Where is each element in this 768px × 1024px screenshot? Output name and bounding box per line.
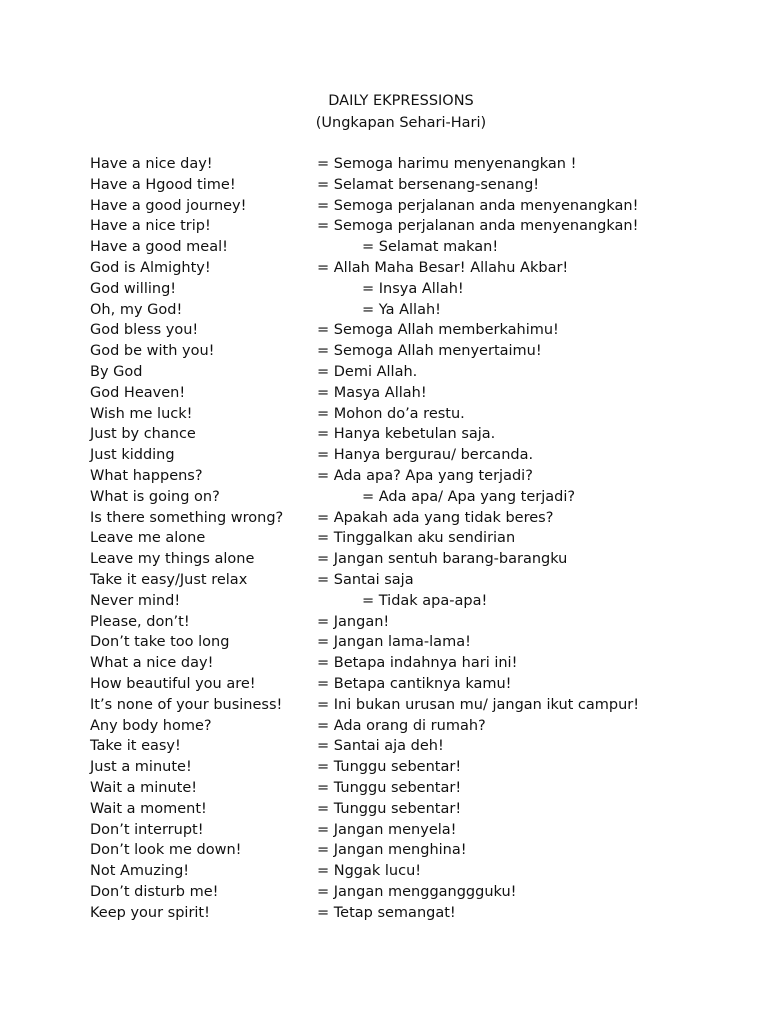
indonesian-translation: = Insya Allah!: [362, 280, 464, 297]
english-expression: Not Amuzing!: [90, 863, 190, 880]
english-expression: Take it easy!: [90, 738, 181, 755]
expression-row: [90, 237, 750, 258]
expression-row: [90, 632, 750, 653]
indonesian-translation: = Jangan menghina!: [317, 842, 467, 859]
indonesian-translation: = Semoga Allah memberkahimu!: [317, 322, 559, 339]
expression-row: [90, 716, 750, 737]
expression-row: [90, 799, 750, 820]
expression-row: [90, 736, 750, 757]
indonesian-translation: = Demi Allah.: [317, 363, 418, 380]
english-expression: Just by chance: [90, 426, 196, 443]
english-expression: How beautiful you are!: [90, 675, 256, 692]
expression-row: [90, 903, 750, 924]
english-expression: Just kidding: [90, 447, 175, 464]
english-expression: God is Almighty!: [90, 259, 211, 276]
expression-row: [90, 466, 750, 487]
expression-row: [90, 840, 750, 861]
expression-row: [90, 487, 750, 508]
indonesian-translation: = Tetap semangat!: [317, 904, 456, 921]
indonesian-translation: = Tunggu sebentar!: [317, 779, 462, 796]
expression-row: [90, 695, 750, 716]
indonesian-translation: = Selamat bersenang-senang!: [317, 176, 540, 193]
indonesian-translation: = Ini bukan urusan mu/ jangan ikut campur!: [317, 696, 640, 713]
expression-row: [90, 300, 750, 321]
indonesian-translation: = Jangan mengganggguku!: [317, 883, 517, 900]
indonesian-translation: = Santai aja deh!: [317, 738, 444, 755]
english-expression: Wait a minute!: [90, 779, 198, 796]
indonesian-translation: = Selamat makan!: [362, 239, 499, 256]
expression-row: [90, 424, 750, 445]
indonesian-translation: = Semoga perjalanan anda menyenangkan!: [317, 197, 639, 214]
expression-row: [90, 674, 750, 695]
english-expression: Wait a moment!: [90, 800, 207, 817]
english-expression: Any body home?: [90, 717, 212, 734]
indonesian-translation: = Ada apa/ Apa yang terjadi?: [362, 488, 576, 505]
english-expression: What a nice day!: [90, 655, 214, 672]
indonesian-translation: = Masya Allah!: [317, 384, 427, 401]
expression-row: [90, 591, 750, 612]
english-expression: Take it easy/Just relax: [90, 571, 248, 588]
english-expression: What is going on?: [90, 488, 220, 505]
english-expression: God Heaven!: [90, 384, 186, 401]
expression-row: [90, 882, 750, 903]
english-expression: Don’t disturb me!: [90, 883, 219, 900]
expression-row: [90, 196, 750, 217]
indonesian-translation: = Tinggalkan aku sendirian: [317, 530, 516, 547]
indonesian-translation: = Hanya kebetulan saja.: [317, 426, 496, 443]
indonesian-translation: = Semoga Allah menyertaimu!: [317, 343, 542, 360]
expression-row: [90, 154, 750, 175]
english-expression: Don’t look me down!: [90, 842, 242, 859]
expression-row: [90, 175, 750, 196]
english-expression: Have a good meal!: [90, 239, 228, 256]
indonesian-translation: = Ada orang di rumah?: [317, 717, 486, 734]
english-expression: Have a Hgood time!: [90, 176, 236, 193]
english-expression: Is there something wrong?: [90, 509, 284, 526]
indonesian-translation: = Betapa cantiknya kamu!: [317, 675, 512, 692]
expression-row: [90, 508, 750, 529]
indonesian-translation: = Tunggu sebentar!: [317, 759, 462, 776]
expression-row: [90, 362, 750, 383]
english-expression: By God: [90, 363, 143, 380]
expression-row: [90, 653, 750, 674]
indonesian-translation: = Ada apa? Apa yang terjadi?: [317, 467, 533, 484]
expression-row: [90, 341, 750, 362]
indonesian-translation: = Semoga perjalanan anda menyenangkan!: [317, 218, 639, 235]
indonesian-translation: = Jangan sentuh barang-barangku: [317, 551, 568, 568]
expression-row: [90, 320, 750, 341]
expression-row: [90, 279, 750, 300]
expression-row: [90, 861, 750, 882]
english-expression: Wish me luck!: [90, 405, 193, 422]
expression-row: [90, 383, 750, 404]
english-expression: What happens?: [90, 467, 203, 484]
indonesian-translation: = Allah Maha Besar! Allahu Akbar!: [317, 259, 569, 276]
expression-row: [90, 778, 750, 799]
expression-row: [90, 612, 750, 633]
expression-row: [90, 404, 750, 425]
indonesian-translation: = Jangan menyela!: [317, 821, 457, 838]
english-expression: Please, don’t!: [90, 613, 190, 630]
english-expression: Leave my things alone: [90, 551, 255, 568]
expression-list: [90, 154, 750, 923]
indonesian-translation: = Tunggu sebentar!: [317, 800, 462, 817]
english-expression: Don’t take too long: [90, 634, 230, 651]
indonesian-translation: = Hanya bergurau/ bercanda.: [317, 447, 534, 464]
indonesian-translation: = Betapa indahnya hari ini!: [317, 655, 518, 672]
indonesian-translation: = Ya Allah!: [362, 301, 441, 318]
english-expression: Leave me alone: [90, 530, 206, 547]
english-expression: Never mind!: [90, 592, 181, 609]
expression-row: [90, 820, 750, 841]
english-expression: Just a minute!: [90, 759, 192, 776]
expression-row: [90, 216, 750, 237]
english-expression: God willing!: [90, 280, 177, 297]
indonesian-translation: = Mohon do’a restu.: [317, 405, 465, 422]
expression-row: [90, 549, 750, 570]
indonesian-translation: = Tidak apa-apa!: [362, 592, 488, 609]
expression-row: [90, 757, 750, 778]
expression-row: [90, 528, 750, 549]
english-expression: Keep your spirit!: [90, 904, 210, 921]
english-expression: God be with you!: [90, 343, 215, 360]
english-expression: Have a good journey!: [90, 197, 247, 214]
english-expression: It’s none of your business!: [90, 696, 283, 713]
expression-row: [90, 570, 750, 591]
indonesian-translation: = Jangan!: [317, 613, 390, 630]
english-expression: Don’t interrupt!: [90, 821, 204, 838]
indonesian-translation: = Jangan lama-lama!: [317, 634, 471, 651]
indonesian-translation: = Semoga harimu menyenangkan !: [317, 156, 577, 172]
indonesian-translation: = Nggak lucu!: [317, 863, 422, 880]
document-title: DAILY EKPRESSIONS: [328, 93, 474, 109]
english-expression: Oh, my God!: [90, 301, 183, 318]
english-expression: Have a nice trip!: [90, 218, 211, 235]
expression-row: [90, 445, 750, 466]
document-subtitle: (Ungkapan Sehari-Hari): [315, 115, 487, 131]
expression-row: [90, 258, 750, 279]
english-expression: Have a nice day!: [90, 156, 213, 172]
indonesian-translation: = Apakah ada yang tidak beres?: [317, 509, 554, 526]
indonesian-translation: = Santai saja: [317, 571, 414, 588]
english-expression: God bless you!: [90, 322, 199, 339]
